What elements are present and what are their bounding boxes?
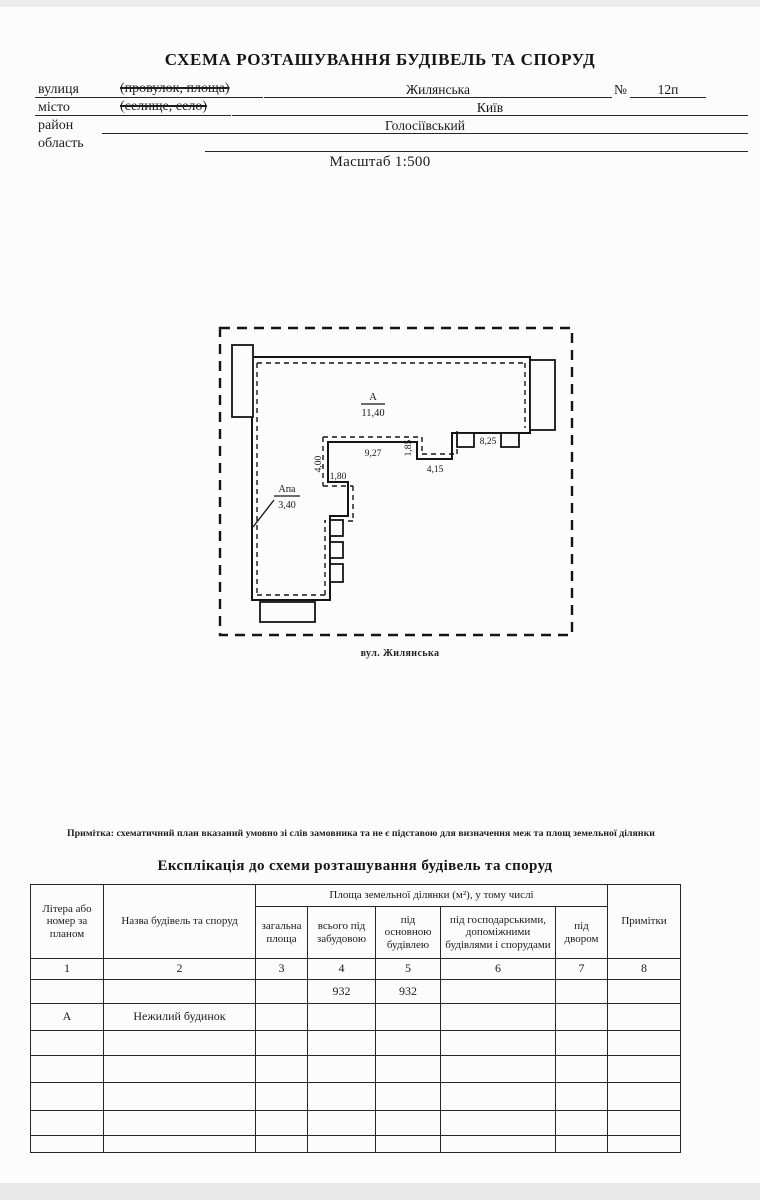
col-number: 1 (31, 959, 104, 980)
cell (376, 1083, 441, 1111)
col-number: 7 (556, 959, 608, 980)
cell (256, 1056, 308, 1083)
cell (308, 1083, 376, 1111)
cell (608, 1004, 681, 1031)
col-number: 3 (256, 959, 308, 980)
cell (31, 1056, 104, 1083)
col-number: 2 (104, 959, 256, 980)
cell (31, 1111, 104, 1136)
number-line (630, 97, 706, 98)
cell (256, 1004, 308, 1031)
table-row (31, 1031, 681, 1056)
dim-1-80: 1,80 (329, 472, 347, 482)
col-header-letter: Літера або номер за планом (31, 885, 104, 959)
building-letter: А (369, 392, 377, 403)
building-outline (252, 357, 530, 600)
street-value-line (264, 97, 612, 98)
col-header-area-group: Площа земельної ділянки (м²), у тому числі (256, 885, 608, 907)
cell-area-main: 932 (376, 980, 441, 1004)
number-value: 12п (657, 82, 679, 97)
cell (256, 1083, 308, 1111)
cell (376, 1004, 441, 1031)
col-number: 5 (376, 959, 441, 980)
district-label: район (38, 118, 74, 133)
plan-street-caption: вул. Жилянська (360, 648, 440, 659)
col-header-built: всього під забудовою (308, 907, 376, 959)
cell (556, 1056, 608, 1083)
table-row (31, 1004, 681, 1031)
city-value: Київ (476, 100, 504, 115)
col-header-total: загальна площа (256, 907, 308, 959)
col-number: 6 (441, 959, 556, 980)
cell (556, 980, 608, 1004)
cell-area-built: 932 (308, 980, 376, 1004)
district-line (102, 133, 748, 134)
cell (608, 980, 681, 1004)
dim-9-27: 9,27 (364, 449, 382, 459)
cell (256, 980, 308, 1004)
dim-8-25: 8,25 (479, 437, 497, 447)
annex-side-1 (330, 520, 343, 536)
cell (31, 1031, 104, 1056)
cell (608, 1136, 681, 1153)
cell (308, 1031, 376, 1056)
table-row (31, 1136, 681, 1153)
cell (441, 1136, 556, 1153)
cell (376, 1031, 441, 1056)
dim-4-15: 4,15 (426, 465, 444, 475)
city-value-line (232, 115, 748, 116)
col-header-name: Назва будівель та споруд (104, 885, 256, 959)
annex-right (530, 360, 555, 430)
cell (256, 1136, 308, 1153)
table-row (31, 1083, 681, 1111)
city-label: місто (38, 100, 70, 115)
col-header-main: під основною будівлею (376, 907, 441, 959)
cell (308, 1004, 376, 1031)
cell (256, 1111, 308, 1136)
scale-label: Масштаб 1:500 (329, 154, 431, 170)
note-text: Примітка: схематичний план вказаний умовно зі слів замовника та не є підставою для визначення меж та площ земельної ділянки (67, 828, 655, 839)
street-strike-text: (провулок, площа) (120, 81, 230, 96)
cell (556, 1136, 608, 1153)
col-header-aux: під господарськими, допоміжними будівлями і спорудами (441, 907, 556, 959)
plot-boundary (220, 328, 572, 635)
cell (441, 1004, 556, 1031)
cell (441, 1056, 556, 1083)
annex-hang-1 (457, 433, 474, 447)
annex-hang-2 (501, 433, 519, 447)
street-value: Жилянська (406, 82, 470, 97)
annex-height: 3,40 (278, 500, 296, 511)
col-number: 8 (608, 959, 681, 980)
cell (308, 1136, 376, 1153)
dim-4-00: 4,00 (314, 455, 324, 473)
cell (441, 1031, 556, 1056)
header-row-group (31, 885, 681, 907)
annex-left (232, 345, 253, 417)
cell (104, 980, 256, 1004)
cell (556, 1083, 608, 1111)
annex-side-3 (330, 564, 343, 582)
table-row (31, 1111, 681, 1136)
cell (556, 1004, 608, 1031)
cell (31, 980, 104, 1004)
cell (608, 1031, 681, 1056)
cell (104, 1056, 256, 1083)
district-value: Голосіївський (385, 118, 465, 133)
scan-bottom-strip (0, 1183, 760, 1200)
cell (256, 1031, 308, 1056)
cell (376, 1111, 441, 1136)
cell (608, 1111, 681, 1136)
column-number-row (31, 959, 681, 980)
page-title: СХЕМА РОЗТАШУВАННЯ БУДІВЕЛЬ ТА СПОРУД (164, 50, 596, 69)
col-number: 4 (308, 959, 376, 980)
building-height: 11,40 (361, 408, 385, 419)
cell (104, 1031, 256, 1056)
cell (308, 1056, 376, 1083)
cell (441, 980, 556, 1004)
cell-plan-letter: А (31, 1004, 104, 1031)
region-line (205, 151, 748, 152)
annex-side-2 (330, 542, 343, 558)
cell (376, 1136, 441, 1153)
table-row (31, 980, 681, 1004)
cell (308, 1111, 376, 1136)
cell (104, 1111, 256, 1136)
col-header-yard: під двором (556, 907, 608, 959)
cell (441, 1083, 556, 1111)
street-underline (35, 97, 263, 98)
cell (441, 1111, 556, 1136)
cell (556, 1111, 608, 1136)
cell (31, 1136, 104, 1153)
cell (608, 1083, 681, 1111)
cell (376, 1056, 441, 1083)
table-row (31, 1056, 681, 1083)
city-underline (35, 115, 231, 116)
annex-letter: Апа (278, 484, 296, 495)
number-sign: № (614, 82, 627, 97)
city-strike-text: (селище, село) (120, 99, 207, 114)
scan-top-strip (0, 0, 760, 7)
explication-title: Експлікація до схеми розташування будівель та споруд (157, 858, 553, 874)
annex-leader-line (253, 500, 274, 527)
cell (31, 1083, 104, 1111)
site-plan (210, 320, 590, 650)
street-label: вулиця (38, 82, 79, 97)
col-header-notes: Примітки (608, 885, 681, 959)
cell (556, 1031, 608, 1056)
region-label: область (38, 136, 84, 151)
cell (608, 1056, 681, 1083)
dim-1-85: 1,85 (404, 439, 414, 457)
annex-bottom (260, 602, 315, 622)
cell-building-name: Нежилий будинок (104, 1004, 256, 1031)
explication-table (30, 884, 681, 1153)
cell (104, 1083, 256, 1111)
building-dashed-outline (257, 363, 525, 595)
cell (104, 1136, 256, 1153)
